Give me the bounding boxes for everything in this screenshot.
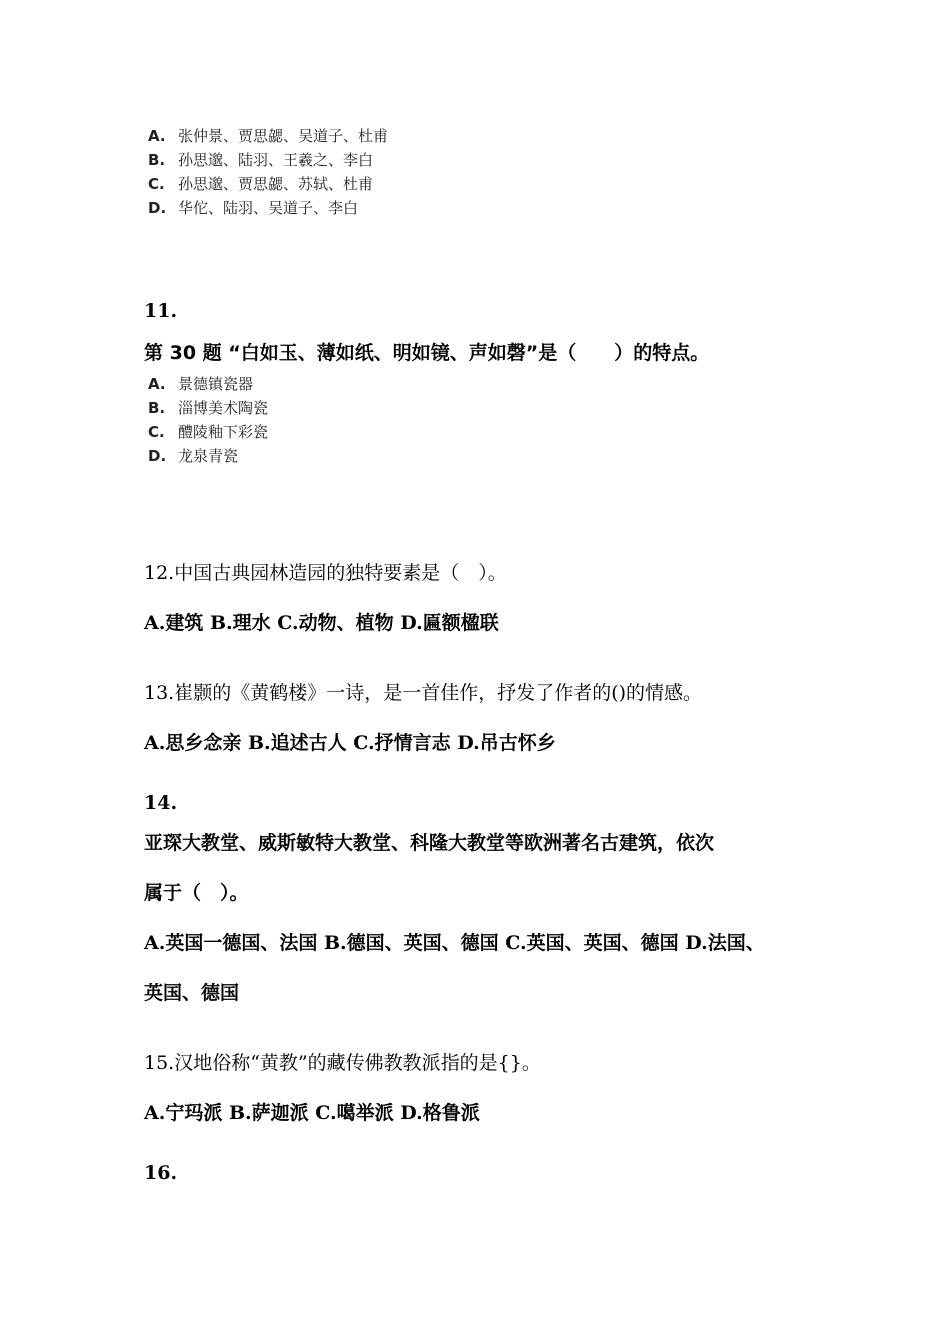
option-text: 景德镇瓷器	[178, 375, 254, 393]
q14-options-line1: A.英国一德国、法国 B.德国、英国、德国 C.英国、英国、德国 D.法国、	[144, 932, 765, 954]
option-letter: A.	[148, 375, 166, 393]
q14-stem-line1: 亚琛大教堂、威斯敏特大教堂、科隆大教堂等欧洲著名古建筑，依次	[144, 832, 715, 854]
option-text: 孙思邈、陆羽、王羲之、李白	[178, 151, 374, 169]
option-text: 龙泉青瓷	[178, 447, 239, 465]
q14-number: 14.	[144, 792, 178, 814]
option-letter: B.	[148, 399, 166, 417]
q10-option-c	[148, 174, 373, 194]
q15-options: A.宁玛派 B.萨迦派 C.噶举派 D.格鲁派	[144, 1102, 480, 1124]
q11-number: 11.	[144, 300, 178, 322]
q11-option-b	[148, 398, 268, 418]
q14-options-line2: 英国、德国	[144, 982, 240, 1004]
option-letter: B.	[148, 151, 166, 169]
q10-option-d	[148, 198, 358, 218]
q12-options: A.建筑 B.理水 C.动物、植物 D.匾额楹联	[144, 612, 499, 634]
option-letter: D.	[148, 447, 167, 465]
q15-stem: 15.汉地俗称“黄教”的藏传佛教教派指的是{}。	[144, 1052, 541, 1074]
q10-option-a	[148, 126, 388, 146]
option-letter: C.	[148, 175, 165, 193]
option-letter: C.	[148, 423, 165, 441]
option-letter: A.	[148, 127, 166, 145]
option-text: 张仲景、贾思勰、吴道子、杜甫	[178, 127, 389, 145]
q11-option-d	[148, 446, 238, 466]
q11-option-a	[148, 374, 253, 394]
q11-stem: 第 30 题 “白如玉、薄如纸、明如镜、声如磬”是（ ）的特点。	[144, 342, 710, 364]
option-text: 孙思邈、贾思勰、苏轼、杜甫	[178, 175, 374, 193]
q16-number: 16.	[144, 1162, 178, 1184]
option-text: 淄博美术陶瓷	[178, 399, 269, 417]
q14-stem-line2: 属于（ ）。	[144, 882, 249, 904]
q11-option-c	[148, 422, 268, 442]
option-text: 醴陵釉下彩瓷	[178, 423, 269, 441]
q13-options: A.思乡念亲 B.追述古人 C.抒情言志 D.吊古怀乡	[144, 732, 556, 754]
q12-stem: 12.中国古典园林造园的独特要素是（ ）。	[144, 562, 507, 584]
option-text: 华佗、陆羽、吴道子、李白	[178, 199, 359, 217]
q10-option-b	[148, 150, 373, 170]
option-letter: D.	[148, 199, 167, 217]
q13-stem: 13.崔颢的《黄鹤楼》一诗，是一首佳作，抒发了作者的()的情感。	[144, 682, 703, 704]
